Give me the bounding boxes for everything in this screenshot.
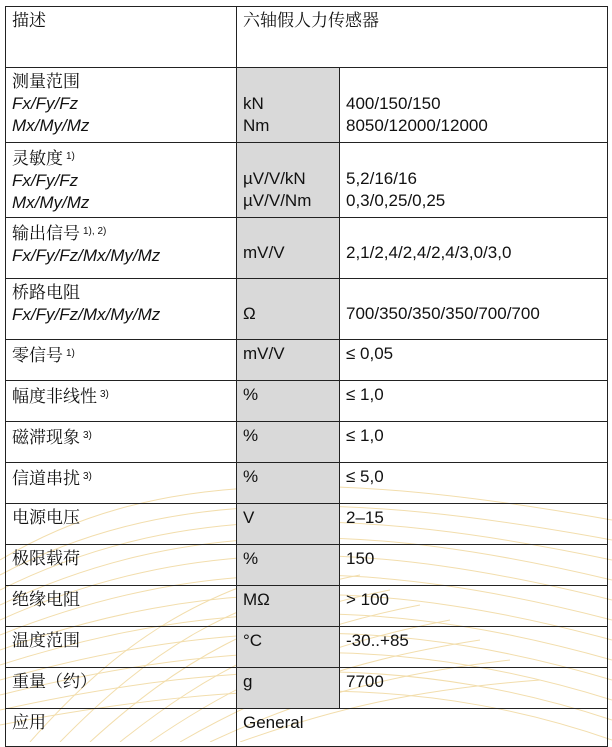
unit-cell xyxy=(237,381,340,422)
value-text: -30..+85 xyxy=(346,631,409,650)
footnote-ref: 1), 2) xyxy=(83,226,107,237)
parameter-cell xyxy=(6,668,237,709)
unit-cell xyxy=(237,422,340,463)
parameter-name: 磁滞现象 xyxy=(12,428,80,447)
parameter-axes: Mx/My/Mz xyxy=(12,116,90,135)
value-text: 2–15 xyxy=(346,508,384,527)
unit-text: g xyxy=(243,672,253,691)
value-cell xyxy=(340,218,608,279)
parameter-axes: Fx/Fy/Fz/Mx/My/Mz xyxy=(12,305,161,324)
parameter-cell xyxy=(6,381,237,422)
parameter-cell xyxy=(6,627,237,668)
application-row xyxy=(6,709,608,747)
footnote-ref: 1) xyxy=(66,348,75,359)
parameter-name: 输出信号 xyxy=(12,224,80,243)
value-text: ≤ 0,05 xyxy=(346,344,394,363)
unit-cell xyxy=(237,143,340,218)
header-label: 描述 xyxy=(6,7,237,68)
parameter-axes: Fx/Fy/Fz xyxy=(12,94,79,113)
footnote-ref: 1) xyxy=(66,151,75,162)
table-row xyxy=(6,422,608,463)
parameter-cell xyxy=(6,504,237,545)
application-value: General xyxy=(237,709,608,747)
parameter-axes: Fx/Fy/Fz/Mx/My/Mz xyxy=(12,246,161,265)
parameter-axes: Fx/Fy/Fz xyxy=(12,171,79,190)
value-cell xyxy=(340,68,608,143)
unit-cell xyxy=(237,586,340,627)
unit-cell xyxy=(237,340,340,381)
value-cell xyxy=(340,422,608,463)
unit-cell xyxy=(237,68,340,143)
value-text: 8050/12000/12000 xyxy=(346,116,488,135)
spec-table xyxy=(5,6,608,747)
table-row xyxy=(6,279,608,340)
unit-text: V xyxy=(243,508,255,527)
footnote-ref: 3) xyxy=(100,389,109,400)
table-row xyxy=(6,586,608,627)
footnote-ref: 3) xyxy=(83,471,92,482)
parameter-name: 幅度非线性 xyxy=(12,387,97,406)
value-cell xyxy=(340,586,608,627)
unit-text: % xyxy=(243,549,259,568)
table-row xyxy=(6,463,608,504)
unit-text: % xyxy=(243,467,259,486)
value-text: 7700 xyxy=(346,672,384,691)
unit-text: µV/V/kN xyxy=(243,169,306,188)
value-text: 2,1/2,4/2,4/2,4/3,0/3,0 xyxy=(346,243,512,262)
table-row xyxy=(6,668,608,709)
table-row xyxy=(6,545,608,586)
unit-text: % xyxy=(243,426,259,445)
parameter-name: 重量（约） xyxy=(12,672,97,691)
unit-cell xyxy=(237,545,340,586)
unit-text: mV/V xyxy=(243,344,285,363)
table-row xyxy=(6,627,608,668)
parameter-cell xyxy=(6,586,237,627)
header-value: 六轴假人力传感器 xyxy=(237,7,608,68)
parameter-cell xyxy=(6,143,237,218)
unit-text: °C xyxy=(243,631,263,650)
value-text: 0,3/0,25/0,25 xyxy=(346,191,446,210)
parameter-cell xyxy=(6,279,237,340)
parameter-cell xyxy=(6,422,237,463)
value-text: 5,2/16/16 xyxy=(346,169,417,188)
parameter-cell xyxy=(6,218,237,279)
value-cell xyxy=(340,463,608,504)
unit-cell xyxy=(237,504,340,545)
parameter-name: 温度范围 xyxy=(12,631,80,650)
value-text: ≤ 1,0 xyxy=(346,426,384,445)
application-label: 应用 xyxy=(6,709,237,747)
unit-text: µV/V/Nm xyxy=(243,191,312,210)
value-text: 400/150/150 xyxy=(346,94,441,113)
parameter-name: 零信号 xyxy=(12,346,63,365)
table-row xyxy=(6,381,608,422)
unit-text: mV/V xyxy=(243,243,285,262)
value-cell xyxy=(340,668,608,709)
parameter-cell xyxy=(6,545,237,586)
value-text: 700/350/350/350/700/700 xyxy=(346,304,540,323)
unit-cell xyxy=(237,218,340,279)
value-cell xyxy=(340,143,608,218)
unit-text: Ω xyxy=(243,304,256,323)
value-text: > 100 xyxy=(346,590,390,609)
parameter-name: 测量范围 xyxy=(12,72,80,91)
unit-cell xyxy=(237,463,340,504)
parameter-cell xyxy=(6,463,237,504)
unit-cell xyxy=(237,279,340,340)
value-cell xyxy=(340,279,608,340)
header-row xyxy=(6,7,608,68)
table-row xyxy=(6,504,608,545)
parameter-name: 电源电压 xyxy=(12,508,80,527)
value-cell xyxy=(340,504,608,545)
parameter-name: 信道串扰 xyxy=(12,469,80,488)
value-text: 150 xyxy=(346,549,375,568)
value-cell xyxy=(340,627,608,668)
value-text: ≤ 5,0 xyxy=(346,467,384,486)
table-row xyxy=(6,218,608,279)
table-row xyxy=(6,143,608,218)
unit-text: Nm xyxy=(243,116,270,135)
parameter-name: 灵敏度 xyxy=(12,149,63,168)
footnote-ref: 3) xyxy=(83,430,92,441)
parameter-axes: Mx/My/Mz xyxy=(12,193,90,212)
parameter-cell xyxy=(6,68,237,143)
value-cell xyxy=(340,381,608,422)
parameter-cell xyxy=(6,340,237,381)
table-row xyxy=(6,68,608,143)
unit-cell xyxy=(237,668,340,709)
unit-text: MΩ xyxy=(243,590,270,609)
value-cell xyxy=(340,545,608,586)
value-text: ≤ 1,0 xyxy=(346,385,384,404)
parameter-name: 绝缘电阻 xyxy=(12,590,80,609)
unit-text: kN xyxy=(243,94,264,113)
parameter-name: 极限载荷 xyxy=(12,549,80,568)
unit-cell xyxy=(237,627,340,668)
unit-text: % xyxy=(243,385,259,404)
parameter-name: 桥路电阻 xyxy=(12,283,80,302)
value-cell xyxy=(340,340,608,381)
table-row xyxy=(6,340,608,381)
